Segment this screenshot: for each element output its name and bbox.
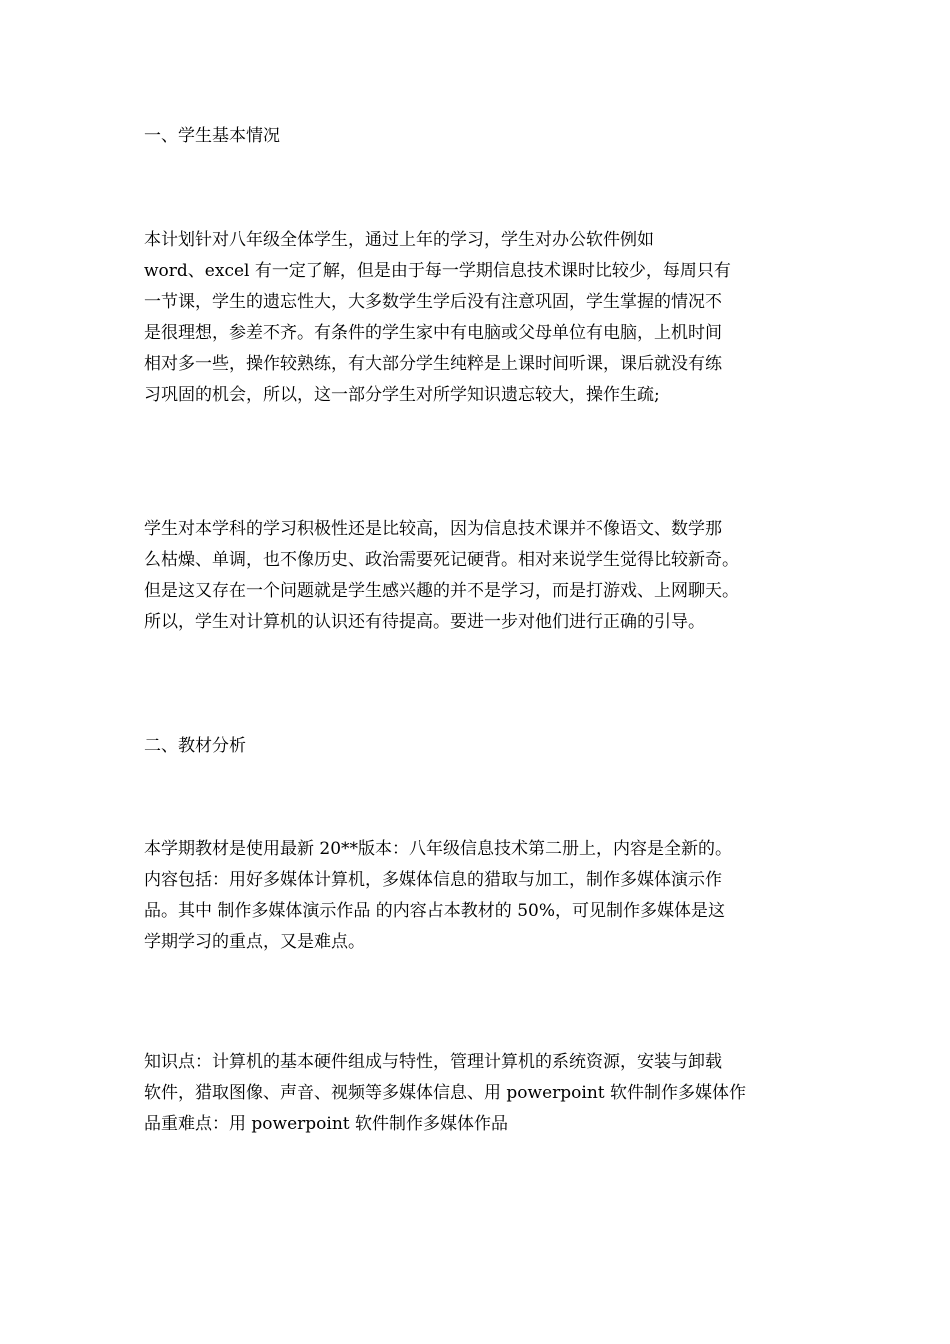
text-line: 学生对本学科的学习积极性还是比较高，因为信息技术课并不像语文、数学那 — [144, 519, 722, 539]
section-heading-student-situation: 一、学生基本情况 — [144, 126, 280, 146]
text-line: 是很理想，参差不齐。有条件的学生家中有电脑或父母单位有电脑，上机时间 — [144, 323, 722, 343]
text-line: 一节课，学生的遗忘性大，大多数学生学后没有注意巩固，学生掌握的情况不 — [144, 292, 722, 312]
paragraph-student-basics — [144, 225, 824, 411]
text-line: 相对多一些，操作较熟练，有大部分学生纯粹是上课时间听课，课后就没有练 — [144, 354, 722, 374]
text-line: 品。其中 制作多媒体演示作品 的内容占本教材的 50%，可见制作多媒体是这 — [144, 901, 725, 921]
text-line: 本计划针对八年级全体学生，通过上年的学习，学生对办公软件例如 — [144, 230, 654, 250]
text-line: 学期学习的重点，又是难点。 — [144, 932, 365, 952]
text-line: 所以，学生对计算机的认识还有待提高。要进一步对他们进行正确的引导。 — [144, 612, 705, 632]
text-line: 品重难点：用 powerpoint 软件制作多媒体作品 — [144, 1114, 508, 1134]
paragraph-textbook-content — [144, 834, 824, 958]
text-line: 习巩固的机会，所以，这一部分学生对所学知识遗忘较大，操作生疏; — [144, 385, 660, 405]
section-heading-textbook-analysis: 二、教材分析 — [144, 736, 246, 756]
text-line: 内容包括：用好多媒体计算机，多媒体信息的猎取与加工，制作多媒体演示作 — [144, 870, 722, 890]
text-line: 本学期教材是使用最新 20**版本：八年级信息技术第二册上，内容是全新的。 — [144, 839, 733, 859]
text-line: 么枯燥、单调，也不像历史、政治需要死记硬背。相对来说学生觉得比较新奇。 — [144, 550, 739, 570]
text-line: 软件，猎取图像、声音、视频等多媒体信息、用 powerpoint 软件制作多媒体作 — [144, 1083, 746, 1103]
text-line: 知识点：计算机的基本硬件组成与特性，管理计算机的系统资源，安装与卸载 — [144, 1052, 722, 1072]
text-line: 但是这又存在一个问题就是学生感兴趣的并不是学习，而是打游戏、上网聊天。 — [144, 581, 739, 601]
text-line: word、excel 有一定了解，但是由于每一学期信息技术课时比较少，每周只有 — [144, 261, 731, 281]
paragraph-student-interest — [144, 514, 824, 638]
paragraph-knowledge-points — [144, 1047, 824, 1140]
